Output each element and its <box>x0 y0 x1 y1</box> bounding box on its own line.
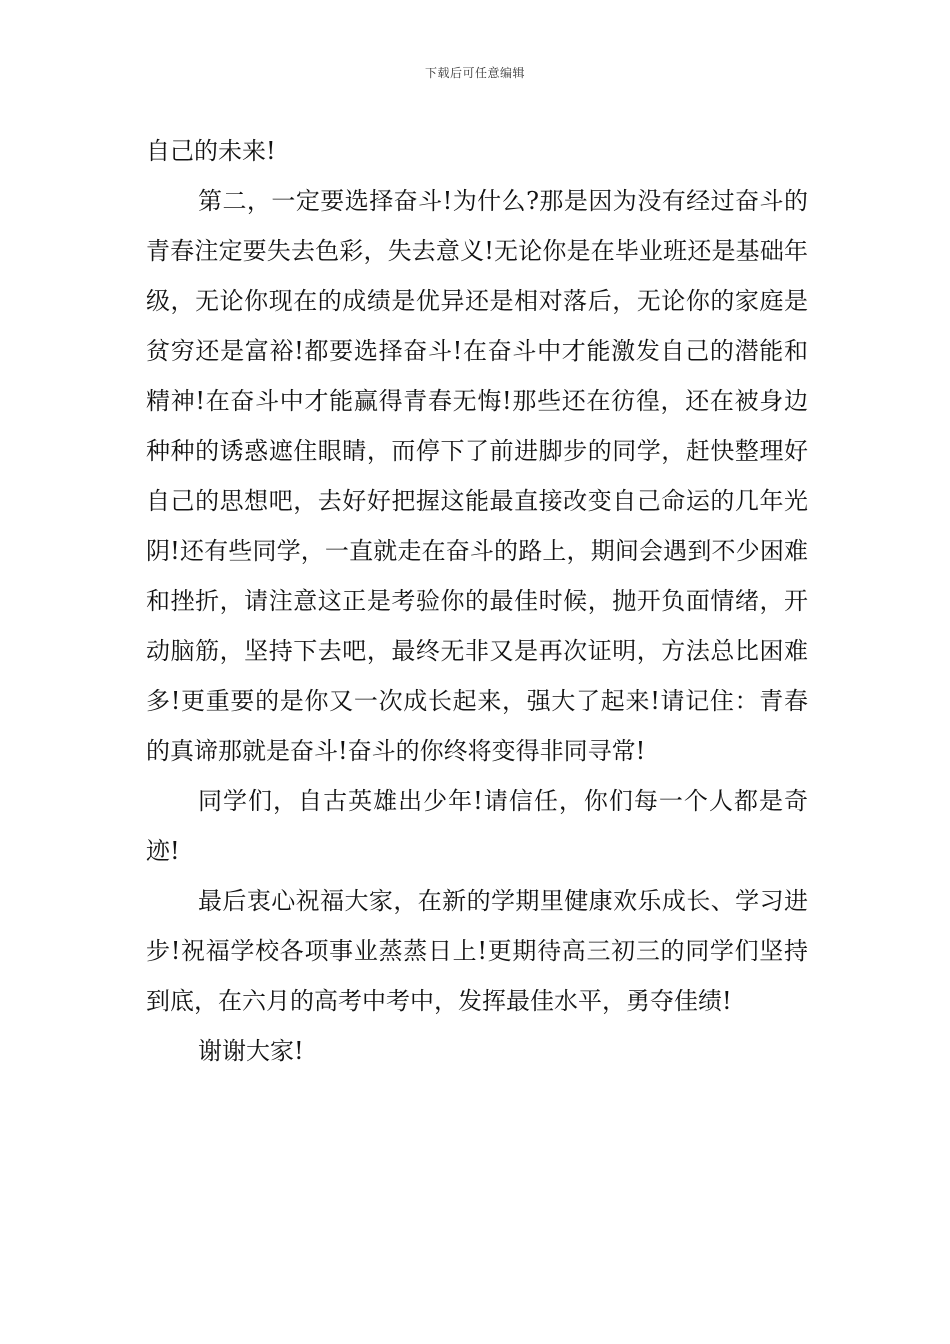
paragraph-continuation: 自己的未来! <box>146 137 276 165</box>
page-header-note: 下载后可任意编辑 <box>424 66 525 80</box>
paragraph-choose-struggle: 第二，一定要选择奋斗!为什么?那是因为没有经过奋斗的青春注定要失去色彩，失去意义!无论你是在毕业班还是基础年级，无论你现在的成绩是优异还是相对落后，无论你的家庭是贫穷还是富裕!都要选择奋斗!在奋斗中才能激发自己的潜能和精神!在奋斗中才能赢得青春无悔!那些还在彷徨，还在被身边种种的诱惑遮住眼睛，而停下了前进脚步的同学，赶快整理好自己的思想吧，去好好把握这能最直接改变自己命运的几年光阴!还有些同学，一直就走在奋斗的路上，期间会遇到不少困难和挫折，请注意这正是考验你的最佳时候，抛开负面情绪，开动脑筋，坚持下去吧，最终无非又是再次证明，方法总比困难多!更重要的是你又一次成长起来，强大了起来!请记住：青春的真谛那就是奋斗!奋斗的你终将变得非同寻常! <box>146 187 808 765</box>
document-body <box>146 126 808 1076</box>
paragraph-blessing: 最后衷心祝福大家，在新的学期里健康欢乐成长、学习进步!祝福学校各项事业蒸蒸日上!更期待高三初三的同学们坚持到底，在六月的高考中考中，发挥最佳水平，勇夺佳绩! <box>146 887 808 1015</box>
paragraph-thanks: 谢谢大家! <box>198 1037 304 1065</box>
paragraph-heroes: 同学们，自古英雄出少年!请信任，你们每一个人都是奇迹! <box>146 787 808 865</box>
